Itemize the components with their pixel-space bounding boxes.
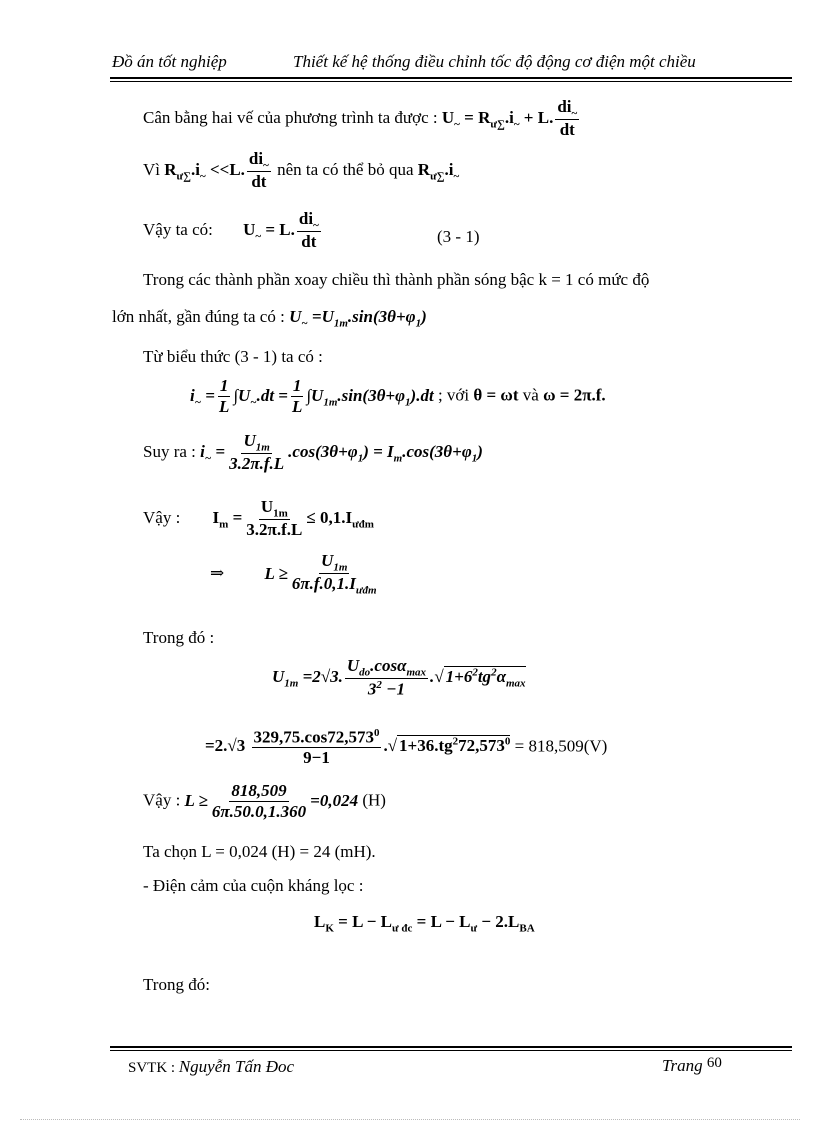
implies-symbol: ⇒ [210,563,225,583]
im-condition [143,498,374,540]
lk-formula [314,912,535,934]
footer-page-label: Trang [662,1056,707,1075]
vay-label-1: Vậy : [143,507,181,527]
footer-rule-thin [110,1050,792,1051]
header-rule-thin [110,81,792,82]
u1m-result: = 818,509(V) [514,736,608,756]
footer-author: Nguyễn Tấn Đoc [178,1057,295,1076]
omega-def: ω = 2π.f. [543,385,606,405]
footer-right [662,1055,722,1076]
vay-ta-co: Vậy ta có: [143,219,213,239]
from-expression: Từ biểu thức (3 - 1) ta có : [143,347,323,366]
formula-3-1: $U_\sim = L$. $\frac{di_\sim}{dt}$ [243,209,319,252]
and-text: và [522,385,539,405]
l-value [143,782,386,821]
equation-number-3-1: (3 - 1) [437,227,480,246]
choose-l: Ta chọn L = 0,024 (H) = 24 (mH). [143,842,376,861]
paragraph-harmonic-line2 [112,307,427,329]
numerator-value: 329,75.cos72,573 [253,727,374,747]
integral-equation [190,377,606,416]
l-inequality: L ≥ $\frac{U_{1m}}{6\pi.f.0,1.I_{ưđm}}$ [264,551,377,597]
l-result: =0,024 [310,790,359,810]
neglect-statement [143,150,459,192]
theta-def: θ = ωt [473,385,519,405]
neglect-inequality: $R_{ư\sum}.i_\sim <<L$. $\frac{di_\sim}{dt}$ [164,149,269,192]
harmonic-formula: $U_\sim =U_{1m}.\sin(3\theta+\varphi_1)$ [289,307,427,330]
u1m-expression: $U_{1m} =2√3$. $\frac{U_{do}.\cos\alpha_{max}}{3^2 -1}$ .√ $1+6^2tg^2\alpha_{max}$ [272,656,526,700]
balance-text: Cân bằng hai vế của phương trình ta được : [143,107,438,127]
with-text: ; với [437,385,470,405]
vay-label-2: Vậy : [143,790,181,810]
lk-expression: $L_K = L - L_{ư đc} = L - L_ư - 2.L_{BA}$ [314,912,535,935]
paragraph-harmonic-line1: Trong các thành phần xoay chiều thì thành phần sóng bậc k = 1 có mức độ [143,270,650,289]
l-formula: L ≥ $\frac{818,509}{6\pi.50.0,1.360}$ =0,024 [184,781,359,821]
u1m-numeric [205,727,607,768]
l-numerator: 818,509 [231,781,287,800]
im-formula: $I_m$ = $\frac{U_{1m}}{3.2\pi.f.L}$ ≤ $0,1.I_{ưđm}$ [212,497,374,540]
page-bottom-border [20,1119,800,1120]
neglect-text: nên ta có thể bỏ qua [277,159,414,179]
footer-left [128,1057,294,1077]
u1m-formula [272,657,526,700]
trong-do-2: Trong đó: [143,975,210,994]
trong-do-1: Trong đó : [143,628,215,647]
u1m-numeric-expression: =2.√3 $\frac{329,75.\cos 72,573^0}{9-1}$ .√ $1+36.tg^272,573^0$ [205,727,511,768]
harmonic-text: lớn nhất, gần đúng ta có : [112,307,285,326]
l-denominator: 6π.50.0,1.360 [211,801,307,821]
equation-balance [143,98,581,140]
filter-inductance: - Điện cảm của cuộn kháng lọc : [143,876,364,895]
balance-formula: $U_\sim = R_{ư\sum}.i_\sim + L$. $\frac{di_\sim}{dt}$ [441,97,578,140]
l-unit: (H) [362,790,386,810]
footer-page-number: 60 [706,1055,722,1071]
inductance-inequality [210,552,381,598]
suy-ra-label: Suy ra : [143,441,196,461]
integral-formula: $i_\sim$ = $\frac{1}{L}$ $\int U_\sim.dt$ = $\frac{1}{L}$ $\int U_{1m}.\sin(3\theta+\varphi_1).dt$ [190,376,434,416]
neglect-term: $R_{ư\sum}.i_\sim$ [417,159,460,183]
footer-label: SVTK : [128,1060,179,1076]
equation-3-1 [143,210,323,252]
current-formula: $i_\sim$ = $\frac{U_{1m}}{3.2\pi.f.L}$ $.\cos(3\theta+\varphi_1) = I_m.\cos(3\theta+\varphi_1)$ [200,431,483,474]
footer-rule-thick [110,1046,792,1048]
header-left: Đồ án tốt nghiệp [112,52,227,71]
result-current [143,432,483,474]
header-rule-thick [110,77,792,79]
header-right: Thiết kế hệ thống điều chỉnh tốc độ động cơ điện một chiều [293,52,696,71]
vi-label: Vì [143,159,160,179]
